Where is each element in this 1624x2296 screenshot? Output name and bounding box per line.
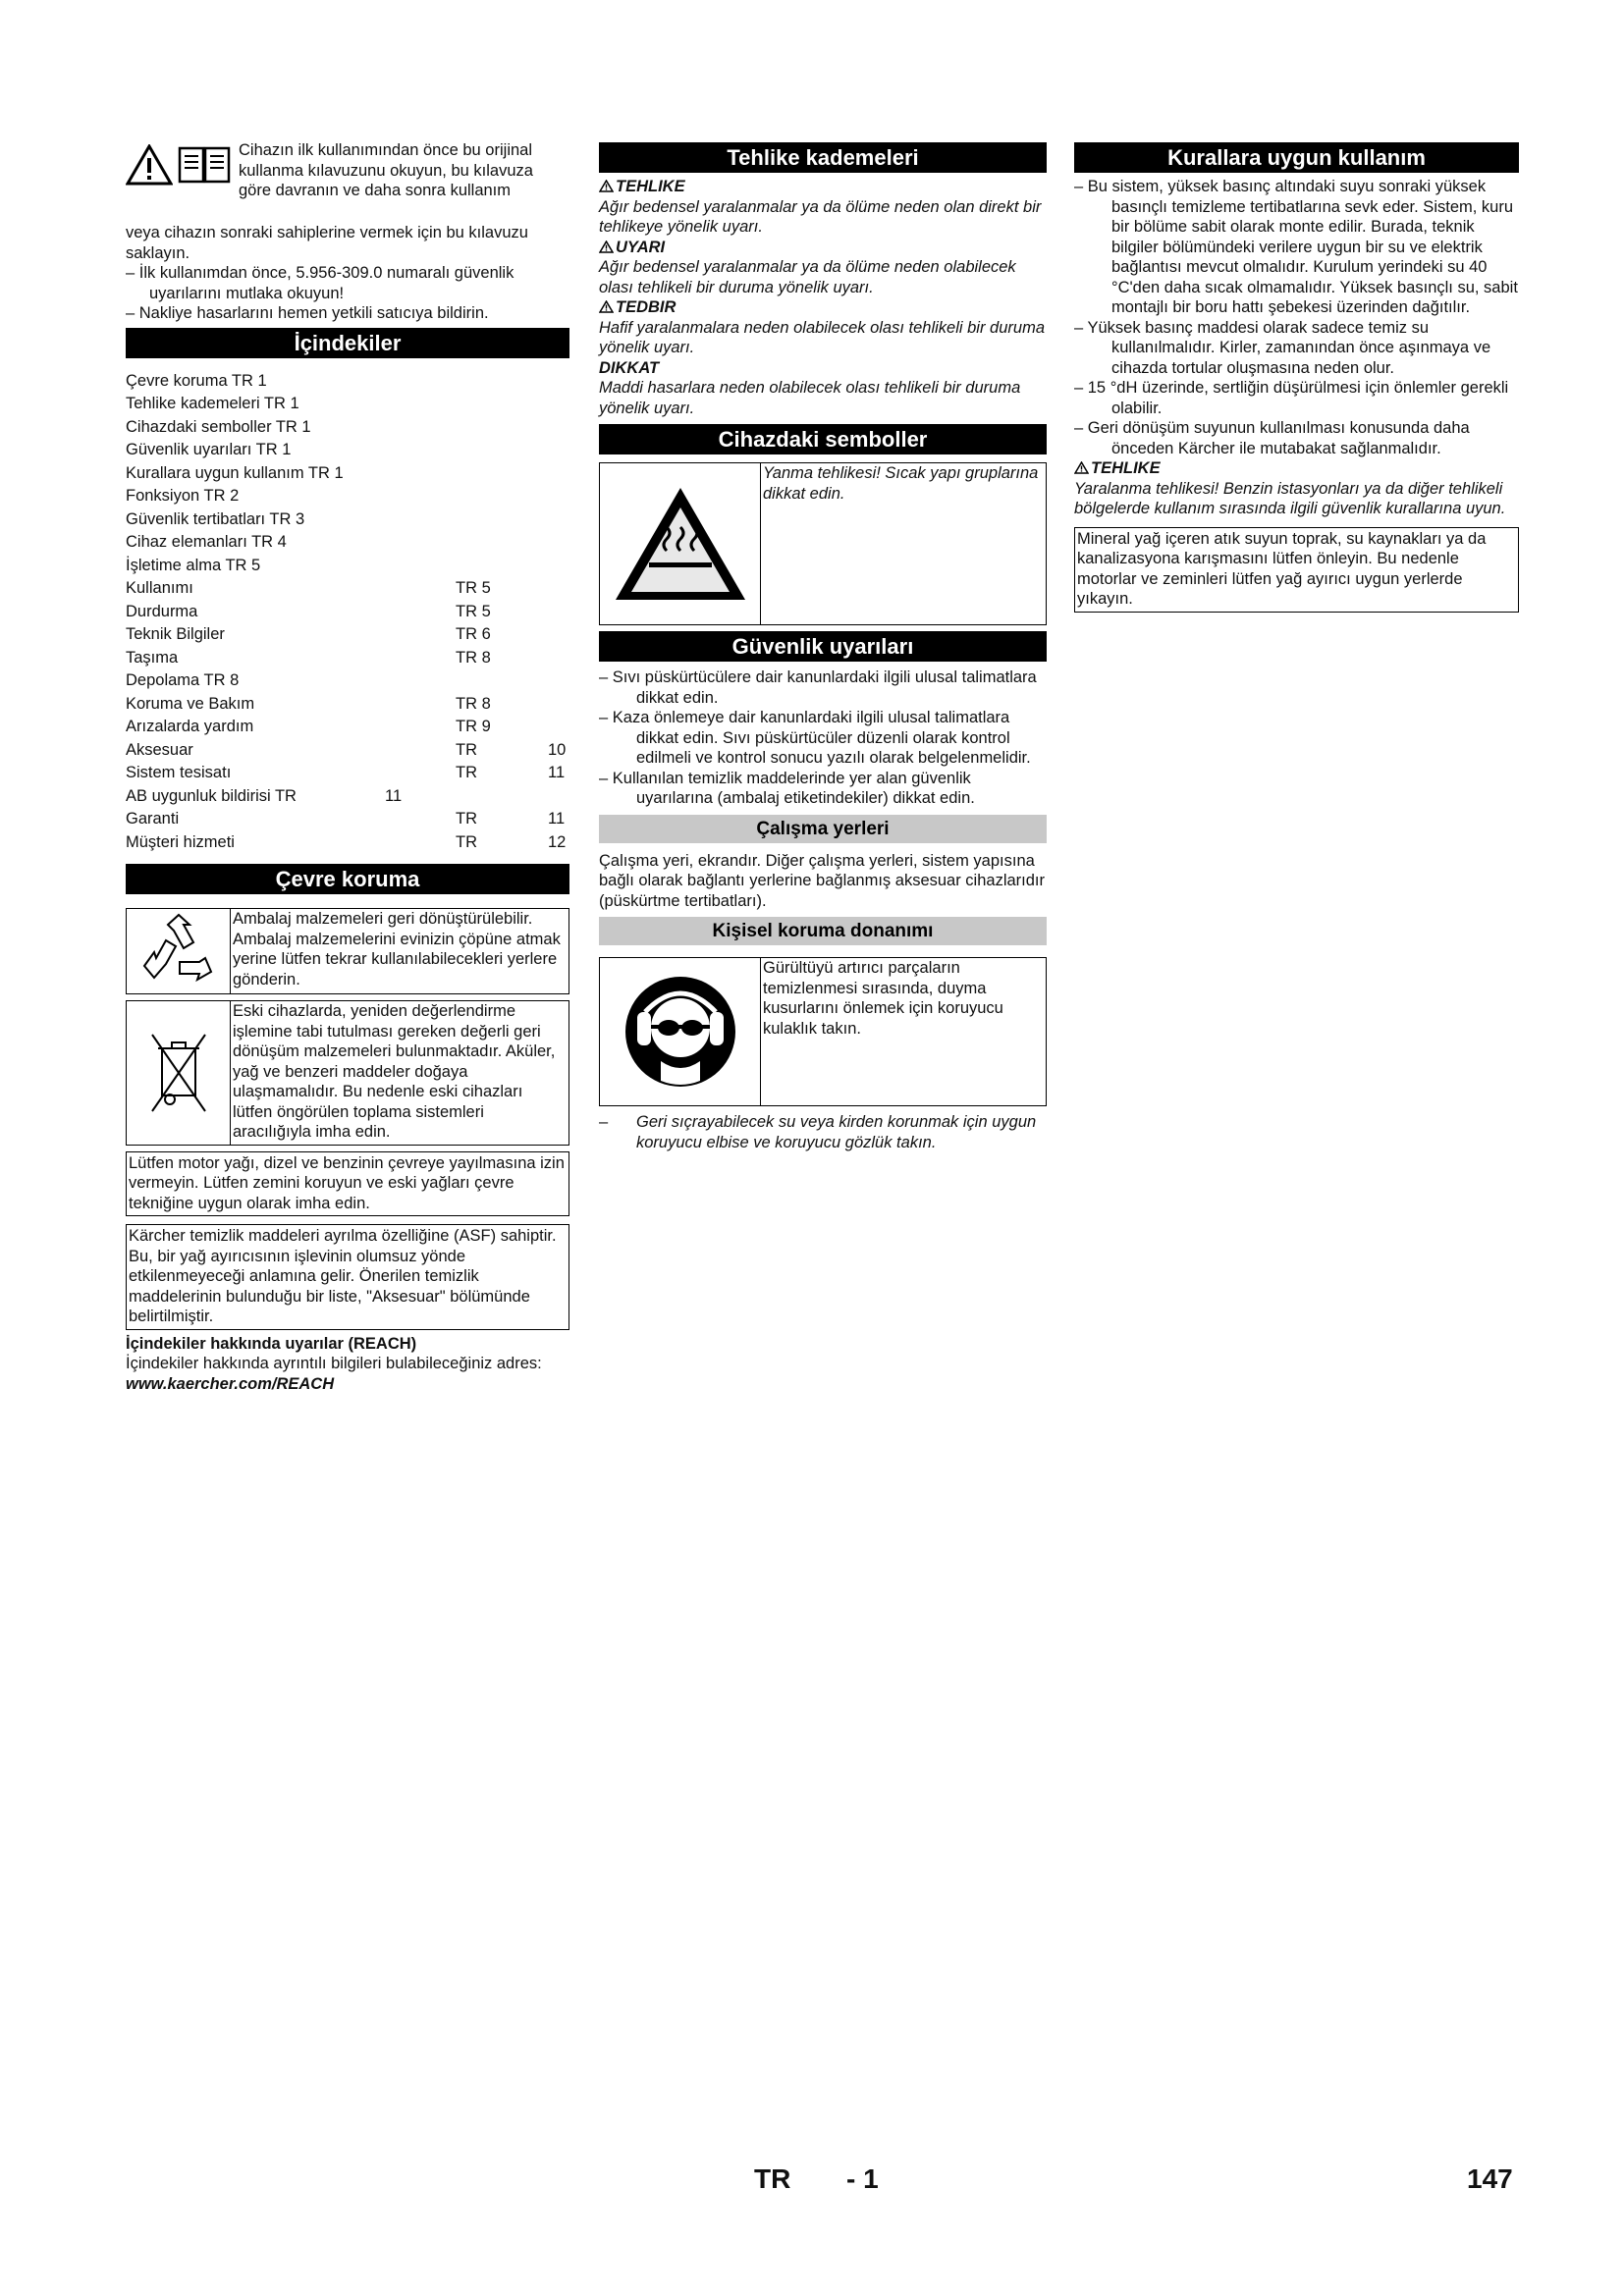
toc-row xyxy=(126,693,569,717)
env-asf-text: Kärcher temizlik maddeleri ayrılma özelliğine (ASF) sahiptir. Bu, bir yağ ayırıcısının işlevinin olumsuz yönde etkilenmeyeceği anlamına gelir. Önerilen temizlik maddelerinin bulunduğu bir liste, "Aksesuar" bölümünde belirtilmiştir. xyxy=(129,1227,557,1325)
toc-row xyxy=(126,485,569,508)
symbols-heading: Cihazdaki semboller xyxy=(599,424,1047,454)
safety-heading: Güvenlik uyarıları xyxy=(599,631,1047,662)
toc-row xyxy=(126,647,569,670)
footer-page-number: 147 xyxy=(1467,2163,1513,2194)
mineral-oil-text: Mineral yağ içeren atık suyun toprak, su kaynakları ya da kanalizasyona karışmasını lütfen önleyin. Bu nedenle motorlar ve zeminleri lütfen yağ ayırıcı uygun yerlerde yıkayın. xyxy=(1077,529,1487,608)
toc-label: Teknik Bilgiler xyxy=(126,625,225,643)
toc-number: 11 xyxy=(548,764,566,781)
footer-language: TR xyxy=(754,2163,791,2194)
workplace-heading: Çalışma yerleri xyxy=(599,815,1047,843)
env-weee-box xyxy=(126,1000,569,1146)
toc-page: TR 5 xyxy=(456,602,491,620)
safety-bullet: – Kaza önlemeye dair kanunlardaki ilgili ulusal talimatlara dikkat edin. Sıvı püskürtücüler düzenli olarak kontrol edilmeli ve kontrol sonucu yazılı olarak belgelenmelidir. xyxy=(599,709,1031,767)
level-text: Maddi hasarlara neden olabilecek olası tehlikeli bir duruma yönelik uyarı. xyxy=(599,379,1021,417)
env-asf-box xyxy=(126,1224,569,1330)
crossed-bin-icon xyxy=(144,1029,213,1117)
danger-text: Yaralanma tehlikesi! Benzin istasyonları ya da diğer tehlikeli bölgelerde kullanım sırasında ilgili güvenlik kurallarına uyun. xyxy=(1074,479,1506,517)
toc-label: Sistem tesisatı xyxy=(126,764,232,781)
toc-label: Cihaz elemanları TR 4 xyxy=(126,533,287,551)
toc-row xyxy=(126,601,569,624)
use-bullet: – 15 °dH üzerinde, sertliğin düşürülmesi için önlemler gerekli olabilir. xyxy=(1074,379,1509,417)
ppe-heading: Kişisel koruma donanımı xyxy=(599,917,1047,945)
env-weee-text: Eski cihazlarda, yeniden değerlendirme işlemine tabi tutulması gereken değerli geri dönüşüm malzemeleri bulunmaktadır. Aküler, yağ ve benzeri maddeler doğaya ulaşmamalıdır. Bu nedenle eski cihazları lütfen öngörülen toplama sistemleri aracılığıyla imha edin. xyxy=(233,1002,556,1141)
level-name xyxy=(599,177,1047,197)
env-oil-text: Lütfen motor yağı, dizel ve benzinin çevreye yayılmasına izin vermeyin. Lütfen zemini koruyun ve eski yağları çevre tekniğine uygun olarak imha edin. xyxy=(129,1153,565,1212)
reach-text: İçindekiler hakkında ayrıntılı bilgileri bulabileceğiniz adres: xyxy=(126,1355,542,1372)
toc-page: TR 6 xyxy=(456,625,491,643)
toc-row xyxy=(126,739,569,763)
hot-surface-icon-cell xyxy=(600,463,761,624)
level-text: Hafif yaralanmalara neden olabilecek olası tehlikeli bir duruma yönelik uyarı. xyxy=(599,318,1045,356)
safety-bullet: – Kullanılan temizlik maddelerinde yer alan güvenlik uyarılarına (ambalaj etiketindekiler) dikkat edin. xyxy=(599,769,975,807)
ear-eye-protection-icon xyxy=(622,973,739,1091)
reach-url[interactable]: www.kaercher.com/REACH xyxy=(126,1374,335,1393)
level-name: DIKKAT xyxy=(599,358,660,377)
toc-label: AB uygunluk bildirisi TR xyxy=(126,786,297,805)
toc-label: İşletime alma TR 5 xyxy=(126,556,261,574)
column-left xyxy=(126,140,569,1394)
level-text: Ağır bedensel yaralanmalar ya da ölüme neden olan direkt bir tehlikeye yönelik uyarı. xyxy=(599,197,1042,236)
level-name-text: UYARI xyxy=(616,238,666,256)
danger-label xyxy=(1074,458,1519,479)
toc-row xyxy=(126,393,569,416)
toc-row xyxy=(126,716,569,739)
manual-book-icon xyxy=(177,144,232,186)
toc-page: TR xyxy=(456,740,477,759)
reach-title: İçindekiler hakkında uyarılar (REACH) xyxy=(126,1334,417,1353)
toc-page: TR xyxy=(456,810,477,828)
symbols-text: Yanma tehlikesi! Sıcak yapı gruplarına dikkat edin. xyxy=(763,464,1039,503)
recycle-icon xyxy=(136,909,221,993)
toc-label: Çevre koruma TR 1 xyxy=(126,371,267,390)
warning-triangle-icon xyxy=(126,144,173,186)
toc-number: 10 xyxy=(548,740,567,759)
ppe-bullet xyxy=(599,1112,1047,1152)
toc-row xyxy=(126,508,569,532)
toc-row xyxy=(126,462,569,486)
mineral-oil-box xyxy=(1074,527,1519,613)
ppe-bullet-dash: – xyxy=(599,1113,609,1131)
safety-bullet: – Sıvı püskürtücülere dair kanunlardaki ilgili ulusal talimatlara dikkat edin. xyxy=(599,668,1037,707)
toc-row xyxy=(126,531,569,555)
toc-page: TR xyxy=(456,832,477,851)
level-name-text: TEDBIR xyxy=(616,298,677,316)
intro-icons xyxy=(126,144,232,186)
toc-label: Fonksiyon TR 2 xyxy=(126,487,240,505)
toc-label: Depolama TR 8 xyxy=(126,671,240,689)
toc-row xyxy=(126,831,569,855)
ppe-text: Gürültüyü artırıcı parçaların temizlenmesi sırasında, duyma kusurlarını önlemek için koruyucu kulaklık takın. xyxy=(763,959,1003,1038)
danger-levels-heading: Tehlike kademeleri xyxy=(599,142,1047,173)
level-name-text: TEHLIKE xyxy=(616,178,685,195)
level-name xyxy=(599,238,1047,258)
toc-row xyxy=(126,416,569,440)
intro-bullet: – Nakliye hasarlarını hemen yetkili satıcıya bildirin. xyxy=(126,304,489,322)
toc-row xyxy=(126,370,569,394)
env-heading: Çevre koruma xyxy=(126,864,569,894)
warning-triangle-icon xyxy=(1074,461,1089,474)
ppe-icon-cell xyxy=(600,958,761,1105)
intro-text-1: Cihazın ilk kullanımından önce bu orijinal kullanma kılavuzunu okuyun, bu kılavuza göre davranın ve daha sonra kullanım xyxy=(239,141,533,199)
toc-label: Cihazdaki semboller TR 1 xyxy=(126,417,311,436)
recycle-icon-cell xyxy=(127,909,231,993)
level-name xyxy=(599,297,1047,318)
hot-surface-icon xyxy=(612,484,749,604)
toc-number: 11 xyxy=(385,786,403,805)
warning-triangle-icon xyxy=(599,300,614,313)
toc-row xyxy=(126,669,569,693)
toc-number: 11 xyxy=(548,810,566,828)
toc-row xyxy=(126,762,569,785)
use-bullet: – Bu sistem, yüksek basınç altındaki suyu sonraki yüksek basınçlı temizleme tertibatlarına sevk eder. Sistem, kuru bir bölüme sabit olarak monte edilir. Burada, teknik bilgiler bölümündeki verilere uygun bir su ve elektrik bağlantısı mevcut olmalıdır. Kurulum yerindeki su 40 °C'den daha sıcak olmamalıdır. Yüksek basınçlı su, sabit montajlı bir boru hattı şebekesi üzerinden dağıtılır. xyxy=(1074,178,1518,316)
level-text: Ağır bedensel yaralanmalar ya da ölüme neden olabilecek olası tehlikeli bir duruma yönelik uyarı. xyxy=(599,258,1016,296)
env-recycle-text: Ambalaj malzemeleri geri dönüştürülebilir. Ambalaj malzemelerini evinizin çöpüne atmak yerine lütfen tekrar kullanılabilecekleri yerlere gönderin. xyxy=(233,910,561,988)
toc-label: Güvenlik uyarıları TR 1 xyxy=(126,441,292,458)
column-right xyxy=(1074,140,1519,620)
toc-label: Kurallara uygun kullanım TR 1 xyxy=(126,463,344,482)
env-recycle-box xyxy=(126,908,569,994)
toc-row xyxy=(126,439,569,462)
toc-label: Durdurma xyxy=(126,602,198,620)
toc-label: Kullanımı xyxy=(126,579,193,597)
toc-label: Garanti xyxy=(126,810,180,828)
intro-block xyxy=(126,140,569,223)
warning-triangle-icon xyxy=(599,180,614,192)
toc-page: TR 8 xyxy=(456,648,491,667)
toc-row xyxy=(126,555,569,578)
toc-label: Taşıma xyxy=(126,648,179,667)
toc-number: 12 xyxy=(548,832,567,851)
toc-label: Müşteri hizmeti xyxy=(126,832,235,851)
toc-page: TR 9 xyxy=(456,718,491,735)
workplace-text: Çalışma yeri, ekrandır. Diğer çalışma yerleri, sistem yapısına bağlı olarak bağlantı yerlerine bağlanmış aksesuar cihazlarıdır (püskürtme tertibatları). xyxy=(599,851,1045,910)
use-bullet: – Yüksek basınç maddesi olarak sadece temiz su kullanılmalıdır. Kirler, zamanından önce aşınmaya ve cihazda tortular oluşmasına neden olur. xyxy=(1074,318,1491,377)
intro-text-2: veya cihazın sonraki sahiplerine vermek için bu kılavuzu saklayın. xyxy=(126,224,528,262)
symbols-box xyxy=(599,462,1047,625)
toc-page: TR xyxy=(456,764,477,781)
toc-label: Güvenlik tertibatları TR 3 xyxy=(126,509,305,528)
toc-row xyxy=(126,577,569,601)
toc-label: Aksesuar xyxy=(126,740,193,759)
ppe-bullet-text: Geri sıçrayabilecek su veya kirden korunmak için uygun koruyucu elbise ve koruyucu gözlük takın. xyxy=(636,1113,1037,1151)
toc-row xyxy=(126,808,569,831)
toc-label: Koruma ve Bakım xyxy=(126,694,255,713)
use-bullet: – Geri dönüşüm suyunun kullanılması konusunda daha önceden Kärcher ile mutabakat sağlanmalıdır. xyxy=(1074,419,1470,457)
toc-label: Arızalarda yardım xyxy=(126,718,254,735)
warning-triangle-icon xyxy=(599,240,614,253)
toc-row xyxy=(126,623,569,647)
intro-bullet: – İlk kullanımdan önce, 5.956-309.0 numaralı güvenlik uyarılarını mutlaka okuyun! xyxy=(126,264,514,302)
footer-section: - 1 xyxy=(846,2163,879,2194)
table-of-contents xyxy=(126,370,569,855)
toc-page: TR 8 xyxy=(456,694,491,713)
column-middle xyxy=(599,140,1047,1152)
toc-label: Tehlike kademeleri TR 1 xyxy=(126,395,299,412)
toc-page: TR 5 xyxy=(456,579,491,597)
env-oil-box xyxy=(126,1151,569,1217)
toc-row xyxy=(126,785,569,809)
ppe-box xyxy=(599,957,1047,1106)
toc-heading: İçindekiler xyxy=(126,328,569,358)
intended-use-heading: Kurallara uygun kullanım xyxy=(1074,142,1519,173)
danger-label-text: TEHLIKE xyxy=(1091,459,1161,477)
weee-icon-cell xyxy=(127,1001,231,1145)
